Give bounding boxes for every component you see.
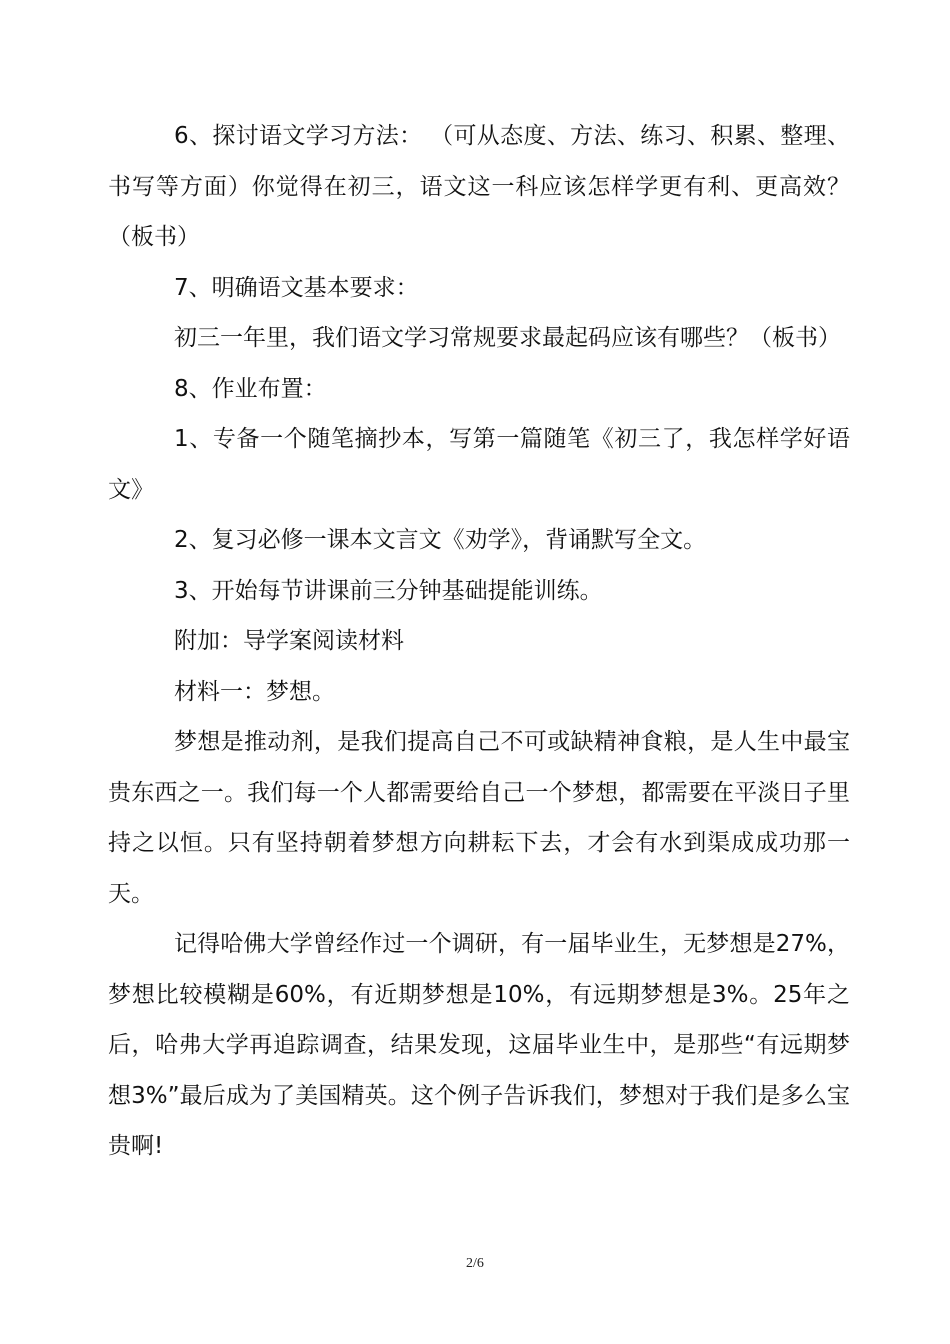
page-number: 2/6 bbox=[466, 1256, 484, 1271]
homework-item-1: 1、专备一个随笔摘抄本，写第一篇随笔《初三了，我怎样学好语文》 bbox=[108, 426, 850, 503]
paragraph-item-7: 7、明确语文基本要求： bbox=[174, 274, 419, 301]
material-one-heading: 材料一：梦想。 bbox=[174, 678, 335, 705]
harvard-survey-paragraph: 记得哈佛大学曾经作过一个调研，有一届毕业生，无梦想是27%，梦想比较模糊是60%，有近期梦想是10%，有远期梦想是3%。25年之后，哈弗大学再追踪调查，结果发现，这届毕业生中，是那些“有远期梦想3%”最后成为了美国精英。这个例子告诉我们，梦想对于我们是多么宝贵啊! bbox=[108, 931, 850, 1159]
paragraph-item-6: 6、探讨语文学习方法： （可从态度、方法、练习、积累、整理、书写等方面）你觉得在初三，语文这一科应该怎样学更有利、更高效？（板书） bbox=[108, 123, 850, 250]
document-body bbox=[108, 111, 850, 1172]
homework-item-3: 3、开始每节讲课前三分钟基础提能训练。 bbox=[174, 577, 603, 604]
dream-paragraph: 梦想是推动剂，是我们提高自己不可或缺精神食粮，是人生中最宝贵东西之一。我们每一个人都需要给自己一个梦想，都需要在平淡日子里持之以恒。只有坚持朝着梦想方向耕耘下去，才会有水到渠成成功那一天。 bbox=[108, 729, 850, 907]
paragraph-requirements: 初三一年里，我们语文学习常规要求最起码应该有哪些？（板书） bbox=[174, 325, 841, 351]
paragraph-item-8: 8、作业布置： bbox=[174, 375, 327, 402]
appendix-heading: 附加：导学案阅读材料 bbox=[174, 628, 404, 654]
homework-item-2: 2、复习必修一课本文言文《劝学》，背诵默写全文。 bbox=[174, 527, 707, 553]
